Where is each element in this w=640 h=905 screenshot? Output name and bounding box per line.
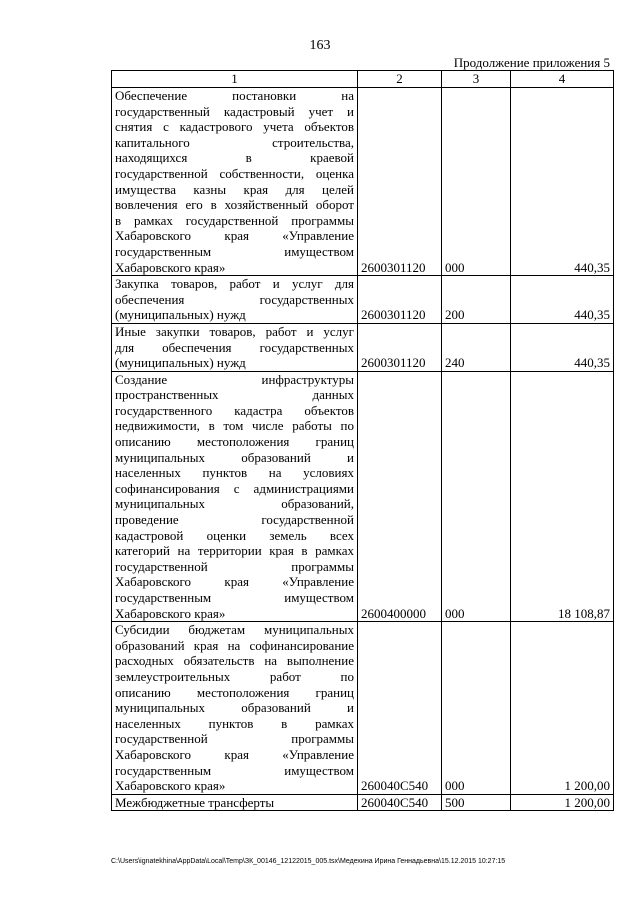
row-description <box>112 276 358 324</box>
description-line: Хабаровского края» <box>115 259 226 275</box>
description-line: в рамках государственной программы <box>115 212 354 228</box>
table-row <box>112 371 614 622</box>
page-number: 163 <box>309 38 331 53</box>
description-line: Межбюджетные трансферты <box>115 794 275 810</box>
description-line: снятия с кадастрового учета объектов <box>115 119 354 135</box>
description-line: имущества казны края для целей <box>115 181 354 197</box>
description-line: Иные закупки товаров, работ и услуг <box>115 323 354 339</box>
description-line: государственной программы <box>115 731 354 747</box>
description-line: пространственных данных <box>115 387 354 403</box>
description-line: населенных пунктов в рамках <box>115 715 354 731</box>
description-line: государственный кадастровый учет и <box>115 103 354 119</box>
table-row <box>112 88 614 276</box>
table-row <box>112 276 614 324</box>
description-line: софинансирования с администрациями <box>115 480 354 496</box>
row-description <box>112 371 358 622</box>
description-line: муниципальных образований и <box>115 700 354 716</box>
row-expense-type: 200 <box>442 276 511 324</box>
row-amount: 440,35 <box>511 323 614 371</box>
description-line: землеустроительных работ по <box>115 668 354 684</box>
row-expense-type: 000 <box>442 88 511 276</box>
row-target-code: 2600400000 <box>358 371 442 622</box>
row-target-code: 260040С540 <box>358 622 442 795</box>
description-line: (муниципальных) нужд <box>115 355 246 371</box>
row-description <box>112 622 358 795</box>
table-header-row <box>112 71 614 88</box>
description-line: Хабаровского края» <box>115 778 226 794</box>
row-expense-type: 500 <box>442 794 511 811</box>
description-line: Хабаровского края» <box>115 605 226 621</box>
description-line: государственной программы <box>115 558 354 574</box>
description-line: расходных обязательств на выполнение <box>115 653 354 669</box>
table-row <box>112 794 614 811</box>
row-description <box>112 323 358 371</box>
row-amount: 1 200,00 <box>511 622 614 795</box>
file-path-footer: C:\Users\ignatekhina\AppData\Local\Temp\ЗК_00146_12122015_005.tsx\Медехина Ирина Геннадьевна\15.12.2015 10:27:15 <box>111 858 506 865</box>
description-line: описанию местоположения границ <box>115 434 354 450</box>
description-line: проведение государственной <box>115 512 354 528</box>
row-expense-type: 000 <box>442 371 511 622</box>
row-amount: 18 108,87 <box>511 371 614 622</box>
description-line: (муниципальных) нужд <box>115 307 246 323</box>
row-expense-type: 240 <box>442 323 511 371</box>
description-line: обеспечения государственных <box>115 291 354 307</box>
row-target-code: 2600301120 <box>358 276 442 324</box>
description-line: Обеспечение постановки на <box>115 88 354 103</box>
description-line: государственным имуществом <box>115 590 354 605</box>
description-line: категорий на территории края в рамках <box>115 543 354 559</box>
description-line: государственным имуществом <box>115 243 354 259</box>
description-line: муниципальных образований и <box>115 449 354 465</box>
continuation-label: Продолжение приложения 5 <box>453 55 610 70</box>
header-col-3: 3 <box>442 71 511 88</box>
row-target-code: 2600301120 <box>358 323 442 371</box>
description-line: Закупка товаров, работ и услуг для <box>115 276 354 292</box>
row-expense-type: 000 <box>442 622 511 795</box>
description-line: недвижимости, в том числе работы по <box>115 418 354 434</box>
description-line: Хабаровского края «Управление <box>115 746 354 762</box>
row-amount: 440,35 <box>511 88 614 276</box>
row-description <box>112 794 358 811</box>
row-amount: 1 200,00 <box>511 794 614 811</box>
table-row <box>112 622 614 795</box>
budget-table <box>111 70 614 811</box>
header-col-4: 4 <box>511 71 614 88</box>
row-amount: 440,35 <box>511 276 614 324</box>
description-line: Хабаровского края «Управление <box>115 228 354 244</box>
description-line: для обеспечения государственных <box>115 339 354 355</box>
description-line: населенных пунктов на условиях <box>115 465 354 481</box>
header-col-2: 2 <box>358 71 442 88</box>
description-line: Создание инфраструктуры <box>115 371 354 387</box>
description-line: кадастровой оценки земель всех <box>115 527 354 543</box>
description-line: находящихся в краевой <box>115 150 354 166</box>
description-line: Субсидии бюджетам муниципальных <box>115 622 354 638</box>
row-target-code: 260040С540 <box>358 794 442 811</box>
description-line: государственного кадастра объектов <box>115 402 354 418</box>
description-line: капитального строительства, <box>115 134 354 150</box>
description-line: описанию местоположения границ <box>115 684 354 700</box>
description-line: государственной собственности, оценка <box>115 165 354 181</box>
description-line: Хабаровского края «Управление <box>115 574 354 590</box>
header-col-1: 1 <box>112 71 358 88</box>
row-target-code: 2600301120 <box>358 88 442 276</box>
table-row <box>112 323 614 371</box>
description-line: образований края на софинансирование <box>115 637 354 653</box>
description-line: муниципальных образований, <box>115 496 354 512</box>
description-line: государственным имуществом <box>115 762 354 778</box>
row-description <box>112 88 358 276</box>
description-line: вовлечения его в хозяйственный оборот <box>115 197 354 213</box>
